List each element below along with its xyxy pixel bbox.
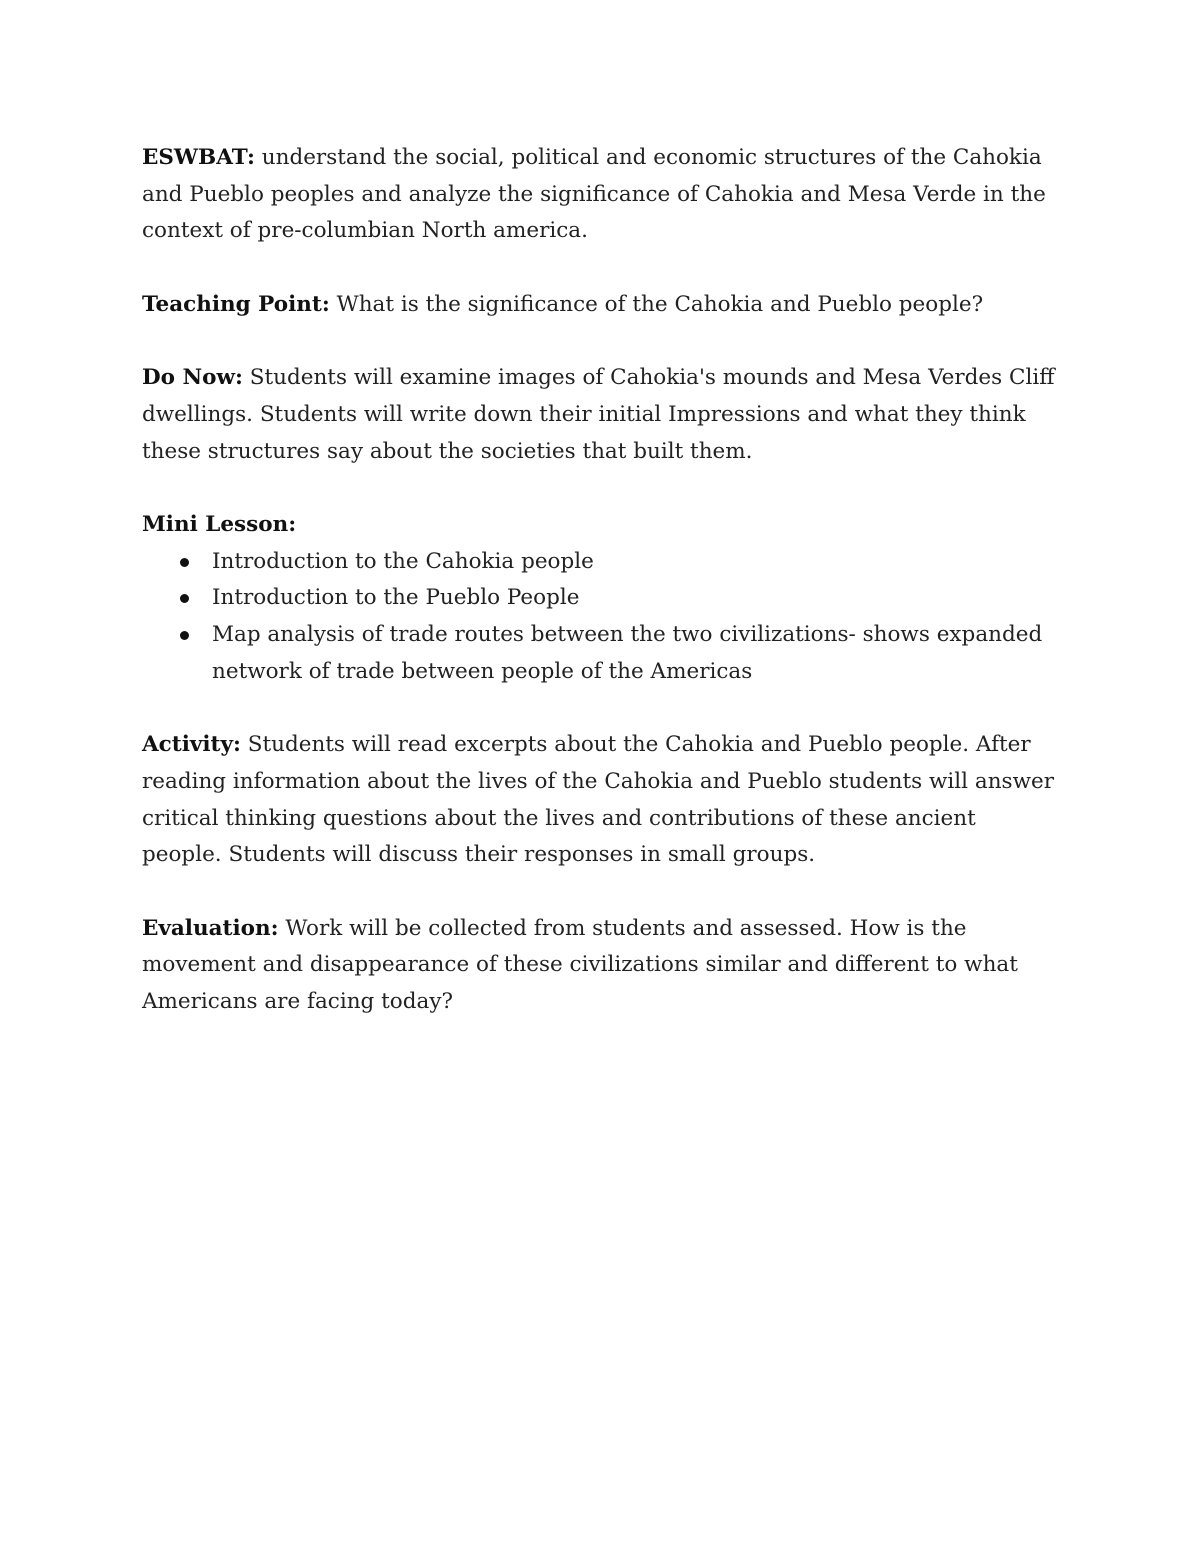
list-item — [142, 544, 1062, 581]
do-now-text: Students will examine images of Cahokia's mounds and Mesa Verdes Cliff dwellings. Students will write down their initial Impressions and what they think these structures say about the societies that built them. — [142, 365, 1055, 464]
teaching-point-text: What is the significance of the Cahokia and Pueblo people? — [329, 291, 984, 317]
list-item-text: Introduction to the Cahokia people — [212, 548, 594, 574]
evaluation-label: Evaluation: — [142, 915, 279, 941]
bullet-icon — [180, 558, 189, 567]
mini-lesson-label: Mini Lesson: — [142, 511, 297, 537]
teaching-point-label: Teaching Point: — [142, 291, 330, 317]
bullet-icon — [180, 631, 189, 640]
evaluation-section — [142, 911, 1062, 1021]
do-now-section — [142, 360, 1062, 470]
teaching-point-section — [142, 287, 1062, 324]
list-item-text: Introduction to the Pueblo People — [212, 585, 580, 611]
lesson-plan-page — [142, 140, 1062, 1057]
mini-lesson-list — [142, 544, 1062, 691]
list-item-text: Map analysis of trade routes between the two civilizations- shows expanded network of trade between people of the Americas — [212, 622, 1043, 684]
list-item — [142, 580, 1062, 617]
do-now-label: Do Now: — [142, 365, 243, 391]
mini-lesson-section — [142, 507, 1062, 544]
evaluation-text: Work will be collected from students and assessed. How is the movement and disappearance of these civilizations similar and different to what Americans are facing today? — [142, 915, 1018, 1015]
eswbat-label: ESWBAT: — [142, 145, 255, 170]
eswbat-section — [142, 140, 1062, 250]
list-item — [142, 617, 1062, 690]
activity-label: Activity: — [142, 732, 241, 758]
activity-text: Students will read excerpts about the Cahokia and Pueblo people. After reading information about the lives of the Cahokia and Pueblo students will answer critical thinking questions about the lives and contributions of these ancient people. Students will discuss their responses in small groups. — [142, 732, 1054, 868]
bullet-icon — [180, 594, 189, 603]
eswbat-text: understand the social, political and economic structures of the Cahokia and Pueblo peoples and analyze the significance of Cahokia and Mesa Verde in the context of pre-columbian North america. — [142, 145, 1046, 244]
activity-section — [142, 727, 1062, 874]
